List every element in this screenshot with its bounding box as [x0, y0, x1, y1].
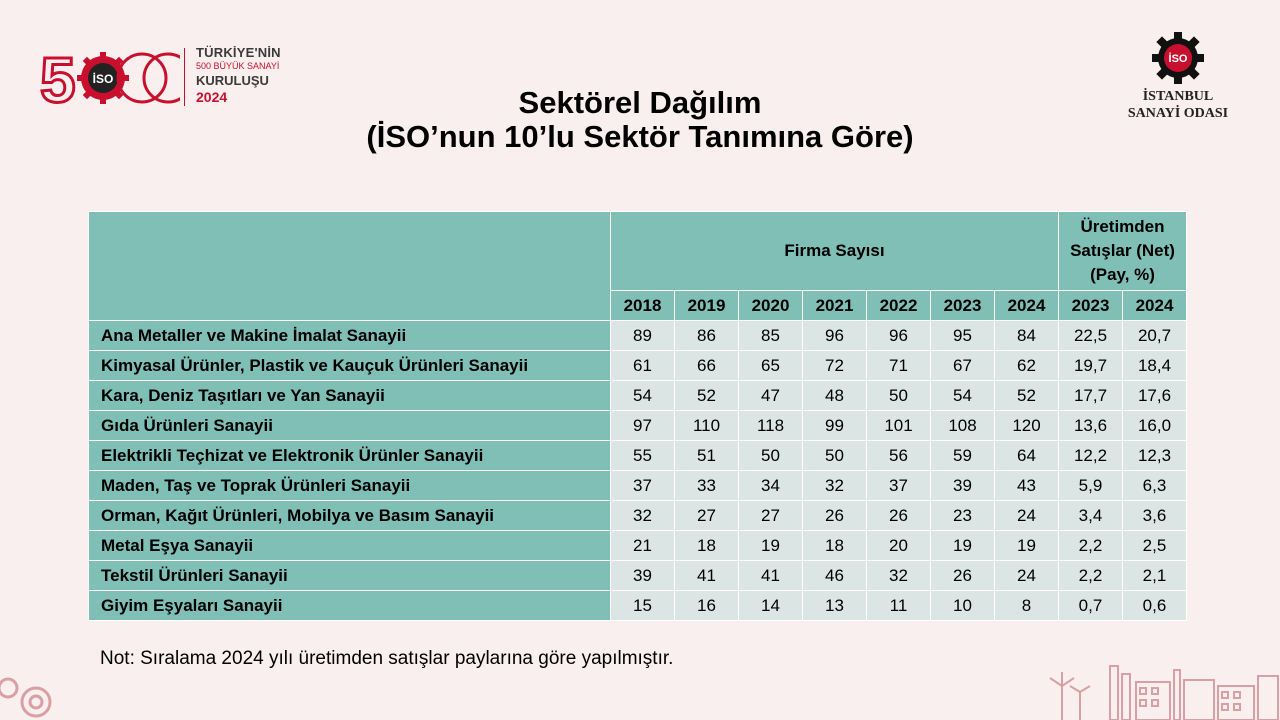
firm-count-cell: 21: [611, 531, 675, 561]
share-cell: 13,6: [1059, 411, 1123, 441]
firm-count-cell: 72: [803, 351, 867, 381]
share-cell: 17,6: [1123, 381, 1187, 411]
sector-name-cell: Maden, Taş ve Toprak Ürünleri Sanayii: [89, 471, 611, 501]
firm-count-cell: 34: [739, 471, 803, 501]
sector-name-cell: Orman, Kağıt Ürünleri, Mobilya ve Basım Sanayii: [89, 501, 611, 531]
year-header: 2021: [803, 291, 867, 321]
logo-line1: TÜRKİYE'NİN: [196, 45, 281, 60]
table-row: [89, 321, 1187, 351]
org-name-line2: SANAYİ ODASI: [1127, 106, 1229, 121]
firm-count-cell: 64: [995, 441, 1059, 471]
table-row: [89, 381, 1187, 411]
share-cell: 2,2: [1059, 531, 1123, 561]
firm-count-cell: 8: [995, 591, 1059, 621]
table-row: [89, 531, 1187, 561]
firm-count-cell: 32: [867, 561, 931, 591]
share-cell: 2,1: [1123, 561, 1187, 591]
share-cell: 0,7: [1059, 591, 1123, 621]
firm-count-cell: 46: [803, 561, 867, 591]
firm-count-cell: 20: [867, 531, 931, 561]
firm-count-cell: 50: [739, 441, 803, 471]
share-year-header: 2023: [1059, 291, 1123, 321]
year-header: 2024: [995, 291, 1059, 321]
firm-count-cell: 67: [931, 351, 995, 381]
firm-count-cell: 13: [803, 591, 867, 621]
firm-count-cell: 43: [995, 471, 1059, 501]
firm-count-cell: 61: [611, 351, 675, 381]
footnote: Not: Sıralama 2024 yılı üretimden satışlar paylarına göre yapılmıştır.: [100, 648, 674, 669]
iso-badge: İSO: [1168, 53, 1188, 65]
share-year-header: 2024: [1123, 291, 1187, 321]
share-cell: 2,2: [1059, 561, 1123, 591]
firm-count-cell: 26: [867, 501, 931, 531]
sector-name-cell: Metal Eşya Sanayii: [89, 531, 611, 561]
sector-name-cell: Kara, Deniz Taşıtları ve Yan Sanayii: [89, 381, 611, 411]
share-cell: 12,3: [1123, 441, 1187, 471]
firm-count-cell: 11: [867, 591, 931, 621]
firm-count-cell: 84: [995, 321, 1059, 351]
title-line1: Sektörel Dağılım: [518, 85, 762, 120]
table-body: [89, 321, 1187, 621]
sector-table: [88, 211, 1187, 621]
firm-count-cell: 32: [803, 471, 867, 501]
firm-count-cell: 54: [611, 381, 675, 411]
share-cell: 22,5: [1059, 321, 1123, 351]
firm-count-cell: 96: [803, 321, 867, 351]
iso-gear-logo-icon: [1150, 30, 1206, 86]
firm-count-cell: 52: [675, 381, 739, 411]
header-uretim-line2: Satışlar (Net): [1070, 241, 1175, 260]
firm-count-cell: 18: [803, 531, 867, 561]
firm-count-cell: 71: [867, 351, 931, 381]
page-title: [0, 86, 1280, 154]
gears-decoration-icon: [0, 672, 60, 720]
firm-count-cell: 23: [931, 501, 995, 531]
sector-name-cell: Ana Metaller ve Makine İmalat Sanayii: [89, 321, 611, 351]
firm-count-cell: 85: [739, 321, 803, 351]
year-header: 2019: [675, 291, 739, 321]
firm-count-cell: 15: [611, 591, 675, 621]
firm-count-cell: 101: [867, 411, 931, 441]
firm-count-cell: 108: [931, 411, 995, 441]
firm-count-cell: 50: [803, 441, 867, 471]
firm-count-cell: 66: [675, 351, 739, 381]
logo-500-number: 5: [40, 44, 70, 110]
table-row: [89, 471, 1187, 501]
share-cell: 19,7: [1059, 351, 1123, 381]
firm-count-cell: 118: [739, 411, 803, 441]
year-header: 2022: [867, 291, 931, 321]
table-row: [89, 501, 1187, 531]
table-row: [89, 591, 1187, 621]
firm-count-cell: 120: [995, 411, 1059, 441]
firm-count-cell: 39: [611, 561, 675, 591]
firm-count-cell: 56: [867, 441, 931, 471]
firm-count-cell: 24: [995, 561, 1059, 591]
firm-count-cell: 99: [803, 411, 867, 441]
year-header: 2023: [931, 291, 995, 321]
share-cell: 3,4: [1059, 501, 1123, 531]
industrial-skyline-icon: [1040, 656, 1280, 720]
share-cell: 6,3: [1123, 471, 1187, 501]
firm-count-cell: 97: [611, 411, 675, 441]
firm-count-cell: 19: [931, 531, 995, 561]
share-cell: 12,2: [1059, 441, 1123, 471]
header-firma-sayisi: Firma Sayısı: [611, 212, 1059, 291]
firm-count-cell: 10: [931, 591, 995, 621]
table-row: [89, 441, 1187, 471]
firm-count-cell: 27: [675, 501, 739, 531]
firm-count-cell: 37: [867, 471, 931, 501]
firm-count-cell: 55: [611, 441, 675, 471]
logo-line2: 500 BÜYÜK SANAYİ: [196, 61, 280, 71]
sector-name-cell: Elektrikli Teçhizat ve Elektronik Ürünler Sanayii: [89, 441, 611, 471]
firm-count-cell: 18: [675, 531, 739, 561]
firm-count-cell: 41: [739, 561, 803, 591]
share-cell: 5,9: [1059, 471, 1123, 501]
table-row: [89, 351, 1187, 381]
firm-count-cell: 26: [803, 501, 867, 531]
firm-count-cell: 47: [739, 381, 803, 411]
firm-count-cell: 26: [931, 561, 995, 591]
firm-count-cell: 59: [931, 441, 995, 471]
logo-line4: 2024: [196, 89, 228, 105]
sector-name-cell: Gıda Ürünleri Sanayii: [89, 411, 611, 441]
share-cell: 3,6: [1123, 501, 1187, 531]
firm-count-cell: 19: [995, 531, 1059, 561]
title-line2: (İSO’nun 10’lu Sektör Tanımına Göre): [366, 119, 914, 154]
firm-count-cell: 39: [931, 471, 995, 501]
firm-count-cell: 52: [995, 381, 1059, 411]
year-header: 2020: [739, 291, 803, 321]
sector-name-cell: Giyim Eşyaları Sanayii: [89, 591, 611, 621]
share-cell: 20,7: [1123, 321, 1187, 351]
firm-count-cell: 51: [675, 441, 739, 471]
firm-count-cell: 50: [867, 381, 931, 411]
firm-count-cell: 86: [675, 321, 739, 351]
firm-count-cell: 37: [611, 471, 675, 501]
firm-count-cell: 16: [675, 591, 739, 621]
firm-count-cell: 89: [611, 321, 675, 351]
firm-count-cell: 62: [995, 351, 1059, 381]
firm-count-cell: 14: [739, 591, 803, 621]
firm-count-cell: 33: [675, 471, 739, 501]
sector-name-cell: Tekstil Ürünleri Sanayii: [89, 561, 611, 591]
firm-count-cell: 48: [803, 381, 867, 411]
share-cell: 16,0: [1123, 411, 1187, 441]
firm-count-cell: 110: [675, 411, 739, 441]
share-cell: 17,7: [1059, 381, 1123, 411]
firm-count-cell: 95: [931, 321, 995, 351]
share-cell: 18,4: [1123, 351, 1187, 381]
table-row: [89, 561, 1187, 591]
firm-count-cell: 54: [931, 381, 995, 411]
sector-name-cell: Kimyasal Ürünler, Plastik ve Kauçuk Ürünleri Sanayii: [89, 351, 611, 381]
table-corner-header: [89, 212, 611, 321]
firm-count-cell: 41: [675, 561, 739, 591]
header-uretim-line3: (Pay, %): [1090, 265, 1155, 284]
share-cell: 2,5: [1123, 531, 1187, 561]
header-uretimden-satislar: [1059, 212, 1187, 291]
share-cell: 0,6: [1123, 591, 1187, 621]
firm-count-cell: 32: [611, 501, 675, 531]
header-uretim-line1: Üretimden: [1080, 217, 1165, 236]
firm-count-cell: 19: [739, 531, 803, 561]
firm-count-cell: 27: [739, 501, 803, 531]
logo-badge: İSO: [92, 72, 114, 86]
firm-count-cell: 65: [739, 351, 803, 381]
logo-line3: KURULUŞU: [196, 73, 269, 88]
org-name-line1: İSTANBUL: [1142, 89, 1214, 104]
firm-count-cell: 96: [867, 321, 931, 351]
year-header: 2018: [611, 291, 675, 321]
table-row: [89, 411, 1187, 441]
firm-count-cell: 24: [995, 501, 1059, 531]
